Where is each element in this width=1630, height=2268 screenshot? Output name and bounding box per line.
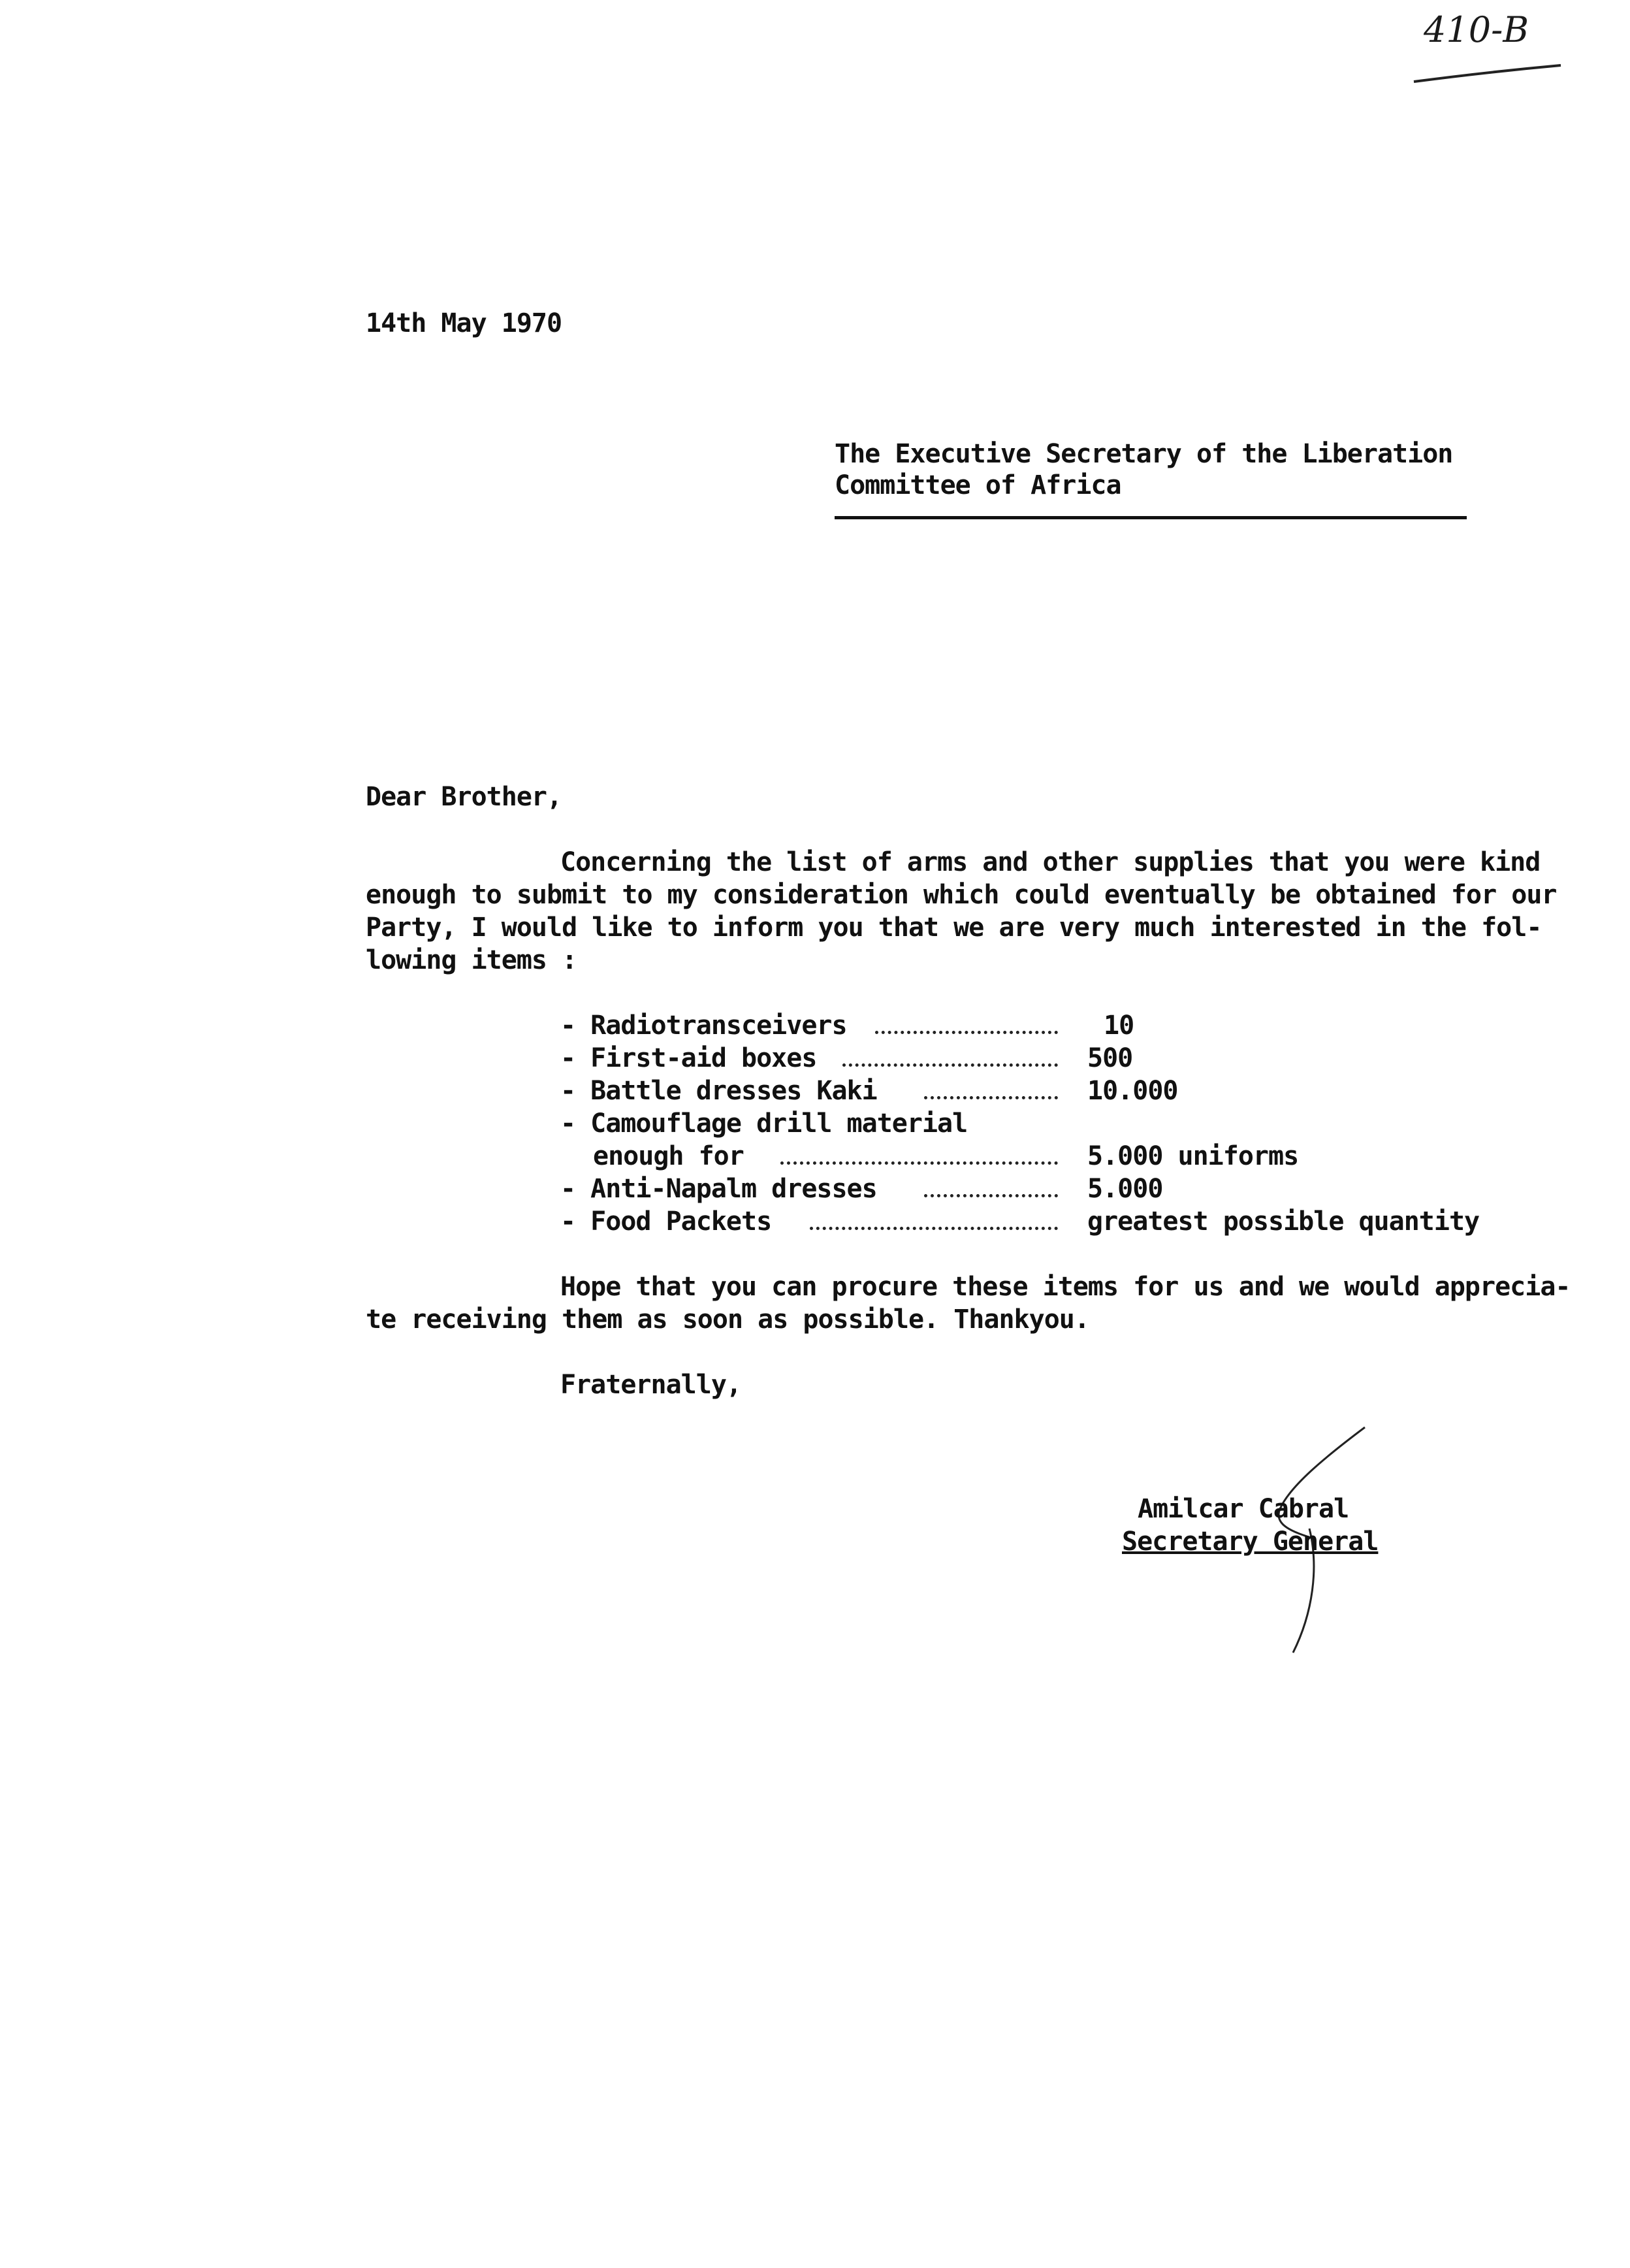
item-quantity: greatest possible quantity [1087,1207,1480,1237]
item-leader [810,1227,1058,1230]
item-name: - First-aid boxes [560,1043,817,1073]
recipient-line-2: Committee of Africa [835,470,1121,500]
item-name: - Food Packets [560,1207,772,1237]
item-quantity: 10.000 [1087,1076,1178,1106]
item-leader [780,1161,1058,1165]
para1-line: lowing items : [366,945,577,975]
item-leader [842,1063,1058,1067]
item-quantity: 5.000 [1087,1174,1163,1204]
letter-date: 14th May 1970 [366,308,562,338]
item-quantity: 10 [1104,1011,1134,1041]
item-name: enough for [593,1141,744,1171]
item-leader [875,1031,1058,1034]
para2-line: te receiving them as soon as possible. Thankyou. [366,1304,1089,1335]
item-leader [924,1096,1058,1099]
para1-line: Party, I would like to inform you that we are very much interested in the fol- [366,913,1542,943]
para2-line: Hope that you can procure these items for us and we would apprecia- [560,1272,1571,1302]
item-name: - Anti-Napalm dresses [560,1174,877,1204]
salutation: Dear Brother, [366,782,562,812]
para1-line: Concerning the list of arms and other supplies that you were kind [560,847,1541,877]
recipient-divider [835,516,1467,519]
reference-underline [1411,52,1567,91]
reference-number: 410-B [1424,9,1529,50]
item-name: - Radiotransceivers [560,1011,847,1041]
item-quantity: 5.000 uniforms [1087,1141,1299,1171]
item-name: - Battle dresses Kaki [560,1076,877,1106]
closing: Fraternally, [560,1370,741,1400]
signatory-title: Secretary General [1122,1527,1379,1557]
recipient-line-1: The Executive Secretary of the Liberation [835,439,1453,469]
item-name: - Camouflage drill material [560,1109,968,1139]
item-leader [924,1194,1058,1197]
signatory-name: Amilcar Cabral [1138,1494,1349,1524]
para1-line: enough to submit to my consideration which could eventually be obtained for our [366,880,1557,910]
item-quantity: 500 [1087,1043,1133,1073]
